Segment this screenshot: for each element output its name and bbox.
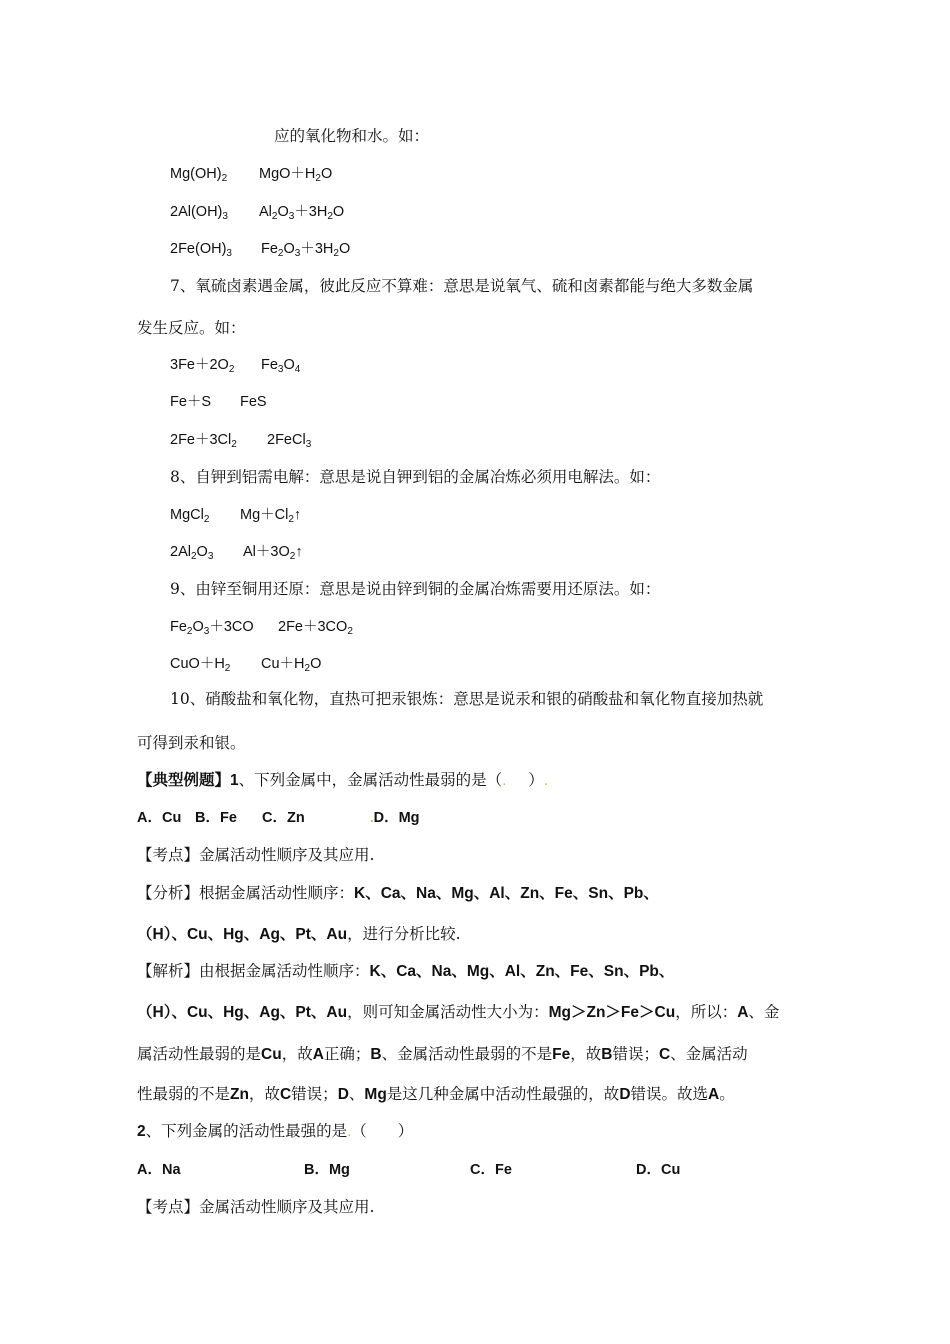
equation-product: FeS <box>240 394 267 410</box>
equation-reactant: MgCl$_2$ <box>170 507 210 525</box>
activity-series: （H）、Cu、Hg、Ag、Pt、Au <box>137 926 348 943</box>
option-a[interactable]: A．Na <box>137 1162 181 1178</box>
line-text: 7、氧硫卤素遇金属，彼此反应不算难：意思是说氧气、硫和卤素都能与绝大多数金属 <box>170 277 754 295</box>
equation-reactant: $2Al_2O_3$ <box>170 544 214 562</box>
equation-reactant: $Fe_2O_3+3CO$ <box>170 619 254 637</box>
analysis-text: 根据金属活动性顺序： <box>199 884 355 902</box>
equation-product: $Al+3O_2↑$ <box>243 544 303 562</box>
key-point-text: 金属活动性顺序及其应用. <box>199 846 375 864</box>
line-text: 可得到汞和银。 <box>137 734 246 752</box>
line-text: 发生反应。如： <box>137 319 246 337</box>
tag: 【分析】 <box>137 884 200 902</box>
tag: 【考点】 <box>137 1198 200 1216</box>
option-a[interactable]: A．Cu <box>137 810 182 826</box>
tag: 【考点】 <box>137 846 200 864</box>
question-number: 2 <box>137 1123 146 1140</box>
equation-product: $Cu+H_2O$ <box>261 656 322 674</box>
equation-product: $Mg+Cl_2↑$ <box>240 507 302 525</box>
activity-series: K、Ca、Na、Mg、Al、Zn、Fe、Sn、Pb、 <box>354 885 659 902</box>
line-text: 应的氧化物和水。如： <box>274 127 430 145</box>
option-b[interactable]: B．Fe <box>195 810 237 826</box>
option-c[interactable]: C．Zn <box>262 810 305 826</box>
tag: 【解析】 <box>137 962 200 980</box>
equation-product: $Fe_2O_3+3H_2O$ <box>261 241 351 259</box>
equation-reactant: $CuO+H_2$ <box>170 656 231 674</box>
equation-product: $Fe_3O_4$ <box>261 357 301 375</box>
option-d[interactable]: .D．Mg <box>370 810 420 826</box>
line-text: 8、自钾到铝需电解：意思是说自钾到铝的金属冶炼必须用电解法。如： <box>170 468 661 486</box>
equation-reactant: $2Fe(OH)_3$ <box>170 241 232 259</box>
equation-reactant: $3Fe+2O_2$ <box>170 357 235 375</box>
key-point-text: 金属活动性顺序及其应用. <box>199 1198 375 1216</box>
equation-reactant: $2Al(OH)_3$ <box>170 204 228 222</box>
line-text: 9、由锌至铜用还原：意思是说由锌到铜的金属冶炼需要用还原法。如： <box>170 580 661 598</box>
equation-reactant: $2Fe+3Cl_2$ <box>170 432 237 450</box>
line-text: 10、硝酸盐和氧化物，直热可把汞银炼：意思是说汞和银的硝酸盐和氧化物直接加热就 <box>170 690 764 708</box>
equation-product: 2FeCl$_3$ <box>267 432 312 450</box>
answer-blank: （ ） <box>351 1122 414 1140</box>
option-d[interactable]: D．Cu <box>636 1162 681 1178</box>
activity-series: K、Ca、Na、Mg、Al、Zn、Fe、Sn、Pb、 <box>369 963 675 980</box>
solution-text: 由根据金属活动性顺序： <box>199 962 370 980</box>
equation-product: $MgO+H_2O$ <box>259 166 333 184</box>
equation-product: $2Fe+3CO_2$ <box>278 619 353 637</box>
equation-reactant: $Mg(OH)_2$ <box>170 166 228 184</box>
option-c[interactable]: C．Fe <box>470 1162 512 1178</box>
question-stem: 、下列金属的活动性最强的是 <box>145 1122 348 1140</box>
analysis-text: ，进行分析比较. <box>347 925 461 943</box>
equation-reactant: Fe＋S <box>170 394 212 410</box>
equation-product: $Al_2O_3+3H_2O$ <box>259 204 345 222</box>
question-stem: 【典型例题】1、下列金属中，金属活动性最弱的是（. ）. <box>137 771 548 789</box>
option-b[interactable]: B．Mg <box>304 1162 350 1178</box>
